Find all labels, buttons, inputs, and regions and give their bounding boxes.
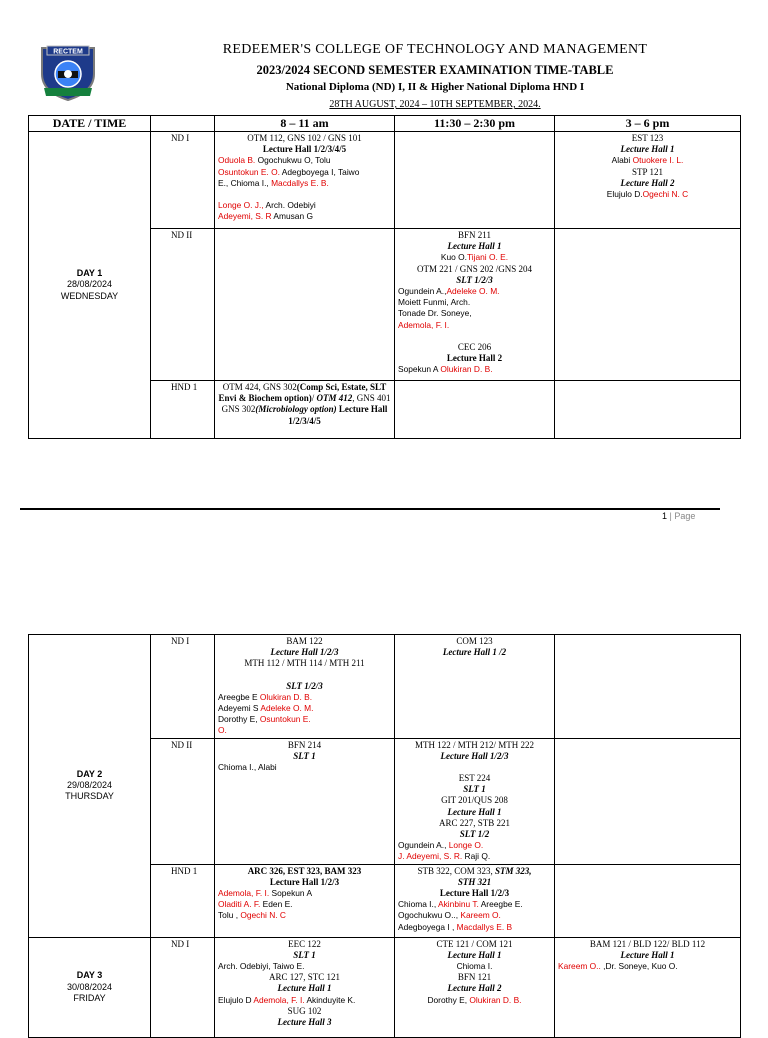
- invigilator: Oladiti A. F.: [218, 899, 261, 910]
- invigilator: Ogochukwu O, Tolu: [255, 155, 331, 166]
- invigilator: Adeleke O. M.: [446, 286, 500, 297]
- course-codes: MTH 112 / MTH 114 / MTH 211: [244, 658, 365, 669]
- invigilator: Areegbe E: [218, 691, 260, 702]
- venue: Lecture Hall 1/2/3/4/5: [262, 144, 347, 155]
- course-codes: CEC 206: [457, 341, 492, 352]
- invigilator: Kareem O..: [558, 961, 601, 972]
- timetable-page-1: [28, 115, 741, 439]
- course-codes: OTM 412: [316, 393, 353, 404]
- invigilator: Ogechi N. C: [240, 910, 286, 921]
- venue: Lecture Hall 1: [277, 983, 332, 994]
- invigilator: Elujulo D.: [606, 189, 643, 200]
- page-num-value: 1: [662, 511, 668, 521]
- exam-dates: 28TH AUGUST, 2024 – 10TH SEPTEMBER, 2024.: [329, 99, 541, 110]
- invigilator: Moiett Funmi, Arch.: [398, 297, 471, 308]
- venue: Lecture Hall 2: [447, 983, 502, 994]
- college-logo: [36, 44, 100, 102]
- course-codes: EEC 122: [288, 938, 321, 949]
- invigilator: Osuntokun E. O.: [218, 166, 280, 177]
- table-row: [29, 937, 741, 1037]
- invigilator: Arch. Odebiyi: [263, 200, 316, 211]
- page-label: | Page: [667, 511, 696, 521]
- logo-text: RECTEM: [53, 48, 83, 56]
- invigilator: Olukiran D. B.: [469, 994, 522, 1005]
- college-name: REDEEMER'S COLLEGE OF TECHNOLOGY AND MANAGEMENT: [222, 42, 648, 57]
- course-codes: EST 224: [458, 773, 491, 784]
- day3-nd1-slot3: [555, 937, 741, 1037]
- invigilator: Tonade Dr. Soneye,: [398, 308, 472, 319]
- venue: SLT 1: [293, 949, 316, 960]
- invigilator: Akinduyite K.: [304, 994, 356, 1005]
- invigilator: Raji Q.: [462, 851, 491, 862]
- course-codes: BAM 122: [286, 636, 323, 646]
- venue: SLT 1/2/3: [286, 680, 323, 691]
- course-codes: BFN 214: [287, 739, 322, 750]
- course-option: (Comp Sci, Estate, SLT Envi & Biochem option): [218, 382, 387, 404]
- level-nd1: ND I: [151, 937, 215, 1037]
- invigilator: E., Chioma I.,: [218, 177, 272, 188]
- invigilator: Dorothy E,: [218, 714, 260, 725]
- invigilator: Olukiran D. B.: [440, 364, 493, 375]
- day2-hnd1-slot3: [555, 864, 741, 937]
- day2-nd1-slot3: [555, 635, 741, 739]
- invigilator: Ogundein A.,: [398, 840, 449, 851]
- day-weekday: FRIDAY: [73, 992, 106, 1003]
- course-codes: BAM 121 / BLD 122/ BLD 112: [589, 938, 706, 949]
- timetable-page-2: [28, 634, 741, 1038]
- invigilator: Ademola, F. I.: [218, 888, 270, 899]
- invigilator: Osuntokun E.: [259, 714, 311, 725]
- level-nd2: ND II: [151, 738, 215, 864]
- invigilator: Longe O. J.,: [218, 200, 264, 211]
- day-date: 29/08/2024: [66, 780, 113, 791]
- level-nd1: ND I: [151, 635, 215, 739]
- course-codes: CTE 121 / COM 121: [436, 938, 513, 949]
- timetable-title: 2023/2024 SECOND SEMESTER EXAMINATION TIME-TABLE: [256, 63, 614, 77]
- venue: Lecture Hall 1 /2: [442, 647, 507, 658]
- course-codes: , GNS 401: [352, 393, 391, 404]
- invigilator: Adegboyega I, Taiwo: [279, 166, 360, 177]
- invigilator: Ogechi N. C: [642, 189, 689, 200]
- course-codes: EST 123: [631, 133, 664, 143]
- day2-nd1-slot1: [215, 635, 395, 739]
- course-codes: OTM 221 / GNS 202 /GNS 204: [416, 263, 532, 274]
- course-codes: MTH 122 / MTH 212/ MTH 222: [415, 739, 534, 750]
- day1-nd2-slot1: [215, 229, 395, 381]
- level-hnd1: HND 1: [151, 864, 215, 937]
- invigilator: Adeyemi S: [218, 703, 261, 714]
- course-codes: STB 322, COM 323,: [417, 865, 495, 876]
- venue: SLT 1/2: [459, 829, 490, 840]
- invigilator: Eden E.: [260, 899, 293, 910]
- invigilator: Adegboyega I ,: [398, 921, 457, 932]
- day1-nd1-slot3: [555, 132, 741, 229]
- table-header-row: [29, 116, 741, 132]
- invigilator: Ademola, F. I.: [253, 994, 305, 1005]
- day1-nd2-slot3: [555, 229, 741, 381]
- invigilator: Adeleke O. M.: [260, 703, 314, 714]
- day1-nd2-slot2: [395, 229, 555, 381]
- page-footer-line: [20, 508, 720, 510]
- invigilator: Alabi: [611, 155, 633, 166]
- course-codes: ARC 326, EST 323, BAM 323: [247, 865, 362, 876]
- invigilator: ,Dr. Soneye, Kuo O.: [600, 961, 678, 972]
- venue: Lecture Hall 1/2/3: [439, 888, 510, 899]
- invigilator: Elujulo D: [218, 994, 254, 1005]
- day-label: DAY 3: [76, 970, 103, 981]
- day1-hnd1-slot1: [215, 381, 395, 439]
- venue: SLT 1/2/3: [456, 274, 493, 285]
- day-label: DAY 2: [76, 769, 103, 780]
- course-codes: SUG 102: [287, 1005, 322, 1016]
- col-level: [151, 116, 215, 132]
- course-codes: ARC 127, STC 121: [268, 972, 340, 983]
- venue: Lecture Hall 1: [447, 949, 502, 960]
- level-nd1: ND I: [151, 132, 215, 229]
- day-weekday: WEDNESDAY: [60, 290, 119, 301]
- separator: /: [311, 393, 317, 404]
- col-slot-3: 3 – 6 pm: [555, 116, 741, 132]
- invigilator: Ogochukwu O..,: [398, 910, 461, 921]
- invigilator: Tolu ,: [218, 910, 241, 921]
- level-nd2: ND II: [151, 229, 215, 381]
- table-row: [29, 132, 741, 229]
- day1-hnd1-slot3: [555, 381, 741, 439]
- day3-nd1-slot1: [215, 937, 395, 1037]
- venue: Lecture Hall 2: [446, 353, 503, 364]
- course-codes: ARC 227, STB 221: [438, 817, 510, 828]
- invigilator: Ogundein A.,: [398, 286, 447, 297]
- venue: Lecture Hall 3: [277, 1017, 332, 1028]
- invigilator: O.: [218, 725, 227, 736]
- invigilator: Olukiran D. B.: [259, 691, 313, 702]
- day2-hnd1-slot2: [395, 864, 555, 937]
- day-weekday: THURSDAY: [65, 791, 114, 802]
- invigilator: Otuokere I. L.: [632, 155, 684, 166]
- invigilator: Macdallys E. B: [456, 921, 513, 932]
- invigilator: Ademola, F. I.: [398, 319, 450, 330]
- venue: Lecture Hall 1/2/3: [440, 750, 509, 761]
- venue: Lecture Hall 2: [620, 177, 675, 188]
- day3-nd1-slot2: [395, 937, 555, 1037]
- invigilator: Macdallys E. B.: [271, 177, 329, 188]
- level-hnd1: HND 1: [151, 381, 215, 439]
- col-slot-1: 8 – 11 am: [215, 116, 395, 132]
- invigilator: Sopekun A: [269, 888, 313, 899]
- day-1-cell: [29, 132, 151, 439]
- invigilator: Dorothy E,: [427, 994, 470, 1005]
- course-option: (Microbiology option): [255, 404, 337, 415]
- invigilator: Tijani O. E.: [466, 252, 509, 263]
- venue: Lecture Hall 1/2/3: [269, 876, 340, 887]
- day1-hnd1-slot2: [395, 381, 555, 439]
- course-codes: BFN 211: [458, 230, 491, 240]
- venue: Lecture Hall 1: [620, 144, 675, 155]
- venue: Lecture Hall 1/2/3: [270, 647, 339, 658]
- course-codes: BFN 121: [457, 972, 492, 983]
- venue: SLT 1: [293, 750, 316, 761]
- invigilator: Sopekun A: [398, 364, 441, 375]
- venue: Lecture Hall 1: [447, 241, 502, 252]
- col-slot-2: 11:30 – 2:30 pm: [395, 116, 555, 132]
- course-codes: STH 321: [457, 876, 492, 887]
- course-codes: STP 121: [632, 166, 663, 177]
- day-2-cell: [29, 635, 151, 938]
- venue: Lecture Hall 1/2/3/4/5: [288, 404, 388, 426]
- day2-nd2-slot1: [215, 738, 395, 864]
- invigilator: Amusan G: [271, 211, 313, 222]
- invigilator: Areegbe E.: [478, 899, 523, 910]
- day-date: 28/08/2024: [66, 279, 113, 290]
- invigilator: Oduola B.: [218, 155, 256, 166]
- course-codes: OTM 112, GNS 102 / GNS 101: [247, 133, 362, 143]
- invigilator: Longe O.: [448, 840, 484, 851]
- day2-hnd1-slot1: [215, 864, 395, 937]
- day-3-cell: [29, 937, 151, 1037]
- course-codes: OTM 424, GNS 302: [222, 382, 297, 392]
- table-row: [29, 635, 741, 739]
- day-date: 30/08/2024: [66, 981, 113, 992]
- invigilator: Akinbinu T.: [438, 899, 479, 910]
- venue: SLT 1: [463, 784, 486, 795]
- course-codes: COM 123: [456, 636, 493, 646]
- venue: Lecture Hall 1: [447, 806, 502, 817]
- invigilator: Kuo O.: [440, 252, 467, 263]
- venue: Lecture Hall 1: [620, 949, 675, 960]
- day1-nd1-slot1: [215, 132, 395, 229]
- course-codes: GIT 201/QUS 208: [441, 795, 508, 806]
- page-number: [662, 511, 695, 521]
- invigilator: Adeyemi, S. R: [218, 211, 272, 222]
- invigilator: Kareem O.: [460, 910, 501, 921]
- invigilator: Chioma I.,: [398, 899, 439, 910]
- day2-nd2-slot2: [395, 738, 555, 864]
- day1-nd1-slot2: [395, 132, 555, 229]
- day-label: DAY 1: [76, 268, 103, 279]
- course-codes: GNS 302: [221, 404, 256, 415]
- day2-nd2-slot3: [555, 738, 741, 864]
- invigilator: J. Adeyemi, S. R.: [398, 851, 463, 862]
- col-date-time: DATE / TIME: [29, 116, 151, 132]
- invigilator: Arch. Odebiyi, Taiwo E.: [218, 961, 305, 972]
- day2-nd1-slot2: [395, 635, 555, 739]
- course-codes: STM 323,: [495, 865, 532, 876]
- invigilator: Chioma I.: [456, 961, 493, 972]
- invigilator: Chioma I., Alabi: [218, 762, 277, 773]
- programme-subtitle: National Diploma (ND) I, II & Higher National Diploma HND I: [285, 81, 585, 93]
